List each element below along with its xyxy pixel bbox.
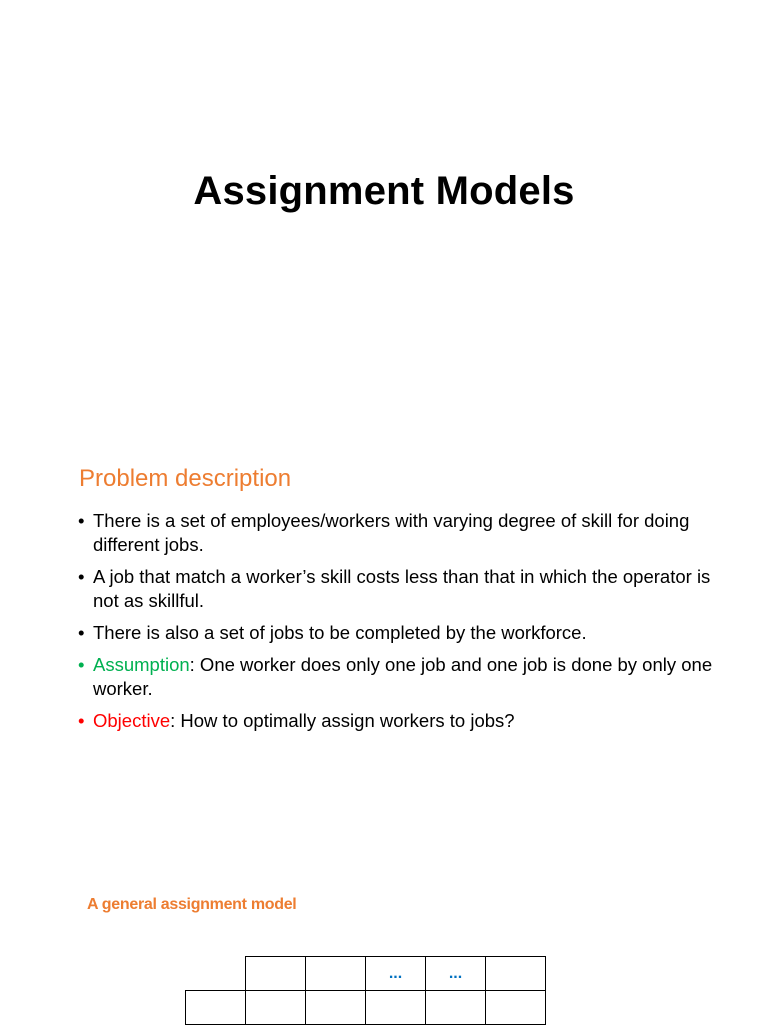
assumption-label: Assumption <box>93 654 190 675</box>
bullet-item <box>78 565 718 613</box>
table-header-row <box>186 957 546 991</box>
table-cell <box>426 991 486 1025</box>
table-header-cell <box>486 957 546 991</box>
table-cell <box>486 991 546 1025</box>
bullet-text: A job that match a worker’s skill costs less than that in which the operator is not as skillful. <box>93 566 711 611</box>
bullet-dot: • <box>78 654 85 675</box>
bullet-text: There is a set of employees/workers with varying degree of skill for doing different jobs. <box>93 510 690 555</box>
table-cell <box>366 991 426 1025</box>
table-header-cell <box>246 957 306 991</box>
bullet-item-assumption <box>78 653 718 701</box>
table-header-cell <box>306 957 366 991</box>
table-row <box>186 991 546 1025</box>
bullet-item <box>78 509 718 557</box>
slide-title: Assignment Models <box>193 169 575 213</box>
bullet-dot: • <box>78 622 85 643</box>
bullet-dot: • <box>78 710 85 731</box>
bullet-item-objective <box>78 709 718 733</box>
bullet-item <box>78 621 718 645</box>
bullet-dot: • <box>78 510 85 531</box>
bullet-text: There is also a set of jobs to be completed by the workforce. <box>93 622 587 643</box>
table-cell <box>306 991 366 1025</box>
table-header-cell-ellipsis: ... <box>426 957 486 991</box>
table-cell <box>186 991 246 1025</box>
table-cell <box>246 991 306 1025</box>
objective-label: Objective <box>93 710 171 731</box>
bullet-dot: • <box>78 566 85 587</box>
assignment-table <box>185 956 546 1025</box>
bullet-text: : How to optimally assign workers to jobs? <box>170 710 515 731</box>
section-heading: Problem description <box>79 465 292 492</box>
model-subheading: A general assignment model <box>87 896 297 913</box>
bullet-text: : One worker does only one job and one job is done by only one worker. <box>93 654 713 699</box>
bullet-list <box>78 509 718 741</box>
table-header-cell-ellipsis: ... <box>366 957 426 991</box>
table-corner-cell <box>186 957 246 991</box>
